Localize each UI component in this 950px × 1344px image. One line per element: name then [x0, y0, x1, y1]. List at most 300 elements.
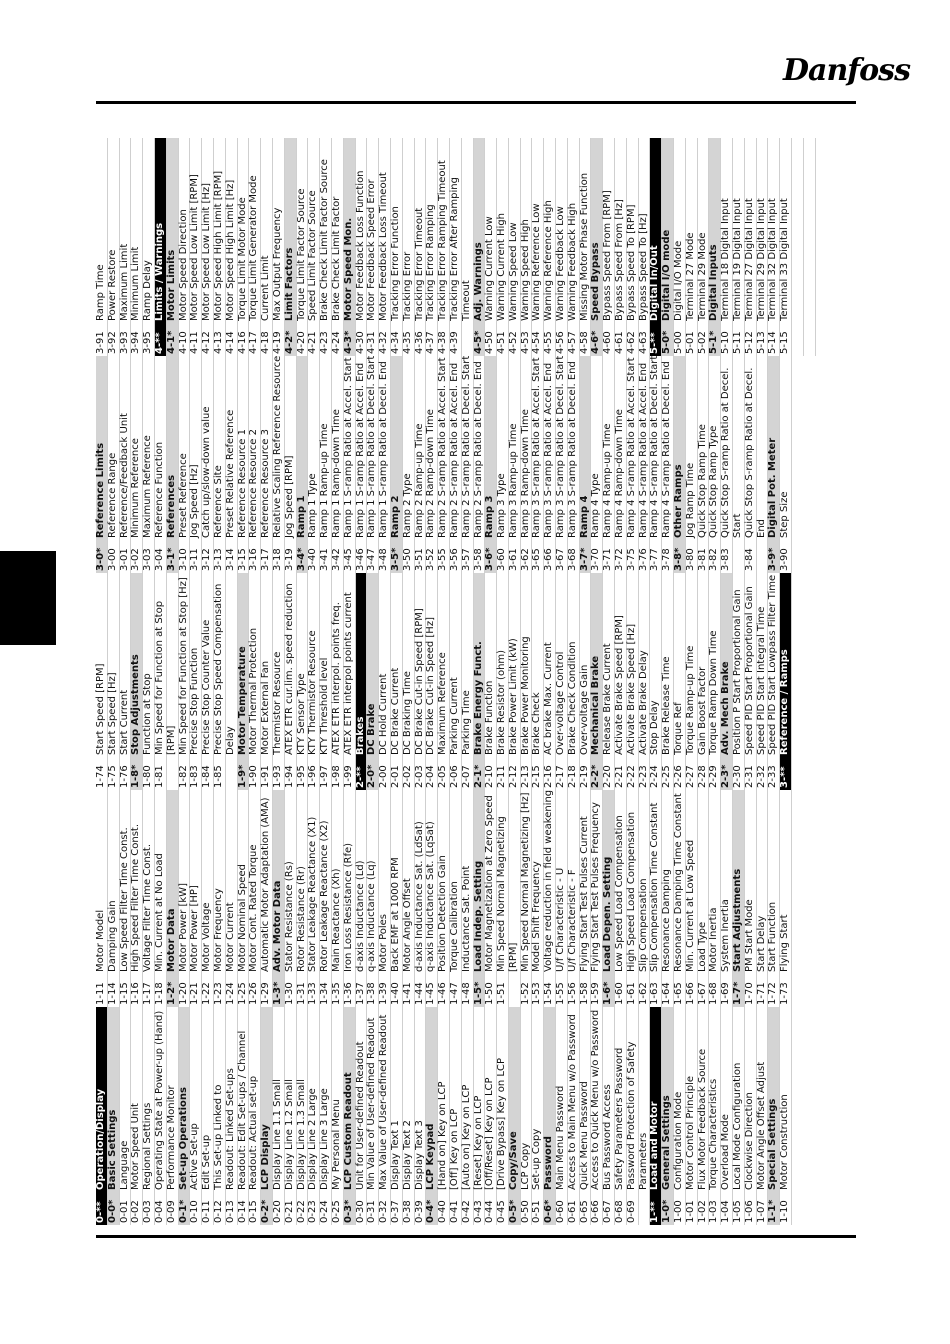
parameter-name: Motor Control Principle [684, 1075, 696, 1190]
parameter-name: LCP Display [260, 1124, 272, 1190]
parameter-code: 3-** [779, 766, 791, 788]
parameter-code: 4-50 [484, 331, 496, 354]
parameter-name: Tracking Error [401, 251, 413, 321]
parameter-code: 4-5* [472, 330, 484, 354]
parameter-name: Min Speed Normal Magnetizing [Hz] [519, 792, 531, 972]
parameter-name: Brake Check Condition [566, 641, 578, 755]
parameter-code: 0-39 [413, 1200, 425, 1223]
parameter-row [332, 573, 344, 790]
parameter-name: Start [732, 513, 744, 538]
parameter-name: Ramp Time [95, 264, 106, 321]
parameter-code: 3-02 [130, 548, 142, 571]
parameter-code: 5-14 [767, 331, 779, 354]
parameter-name: Readout: Edit Set-ups / Channel [236, 1030, 248, 1190]
parameter-code: 1-69 [720, 982, 732, 1005]
parameter-code: 3-42 [330, 548, 342, 571]
parameter-code: 3-58 [472, 548, 484, 571]
parameter-name: Over-voltage Control [555, 651, 567, 755]
parameter-row [509, 790, 521, 1007]
parameter-code: 1-50 [484, 982, 496, 1005]
parameter-row [403, 573, 415, 790]
parameter-name: KTY Threshold level [319, 657, 331, 755]
parameter-code: 1-96 [307, 765, 319, 788]
parameter-code: 3-03 [142, 548, 154, 571]
parameter-code: 4-18 [260, 331, 272, 354]
parameter-code: 2-28 [696, 765, 708, 788]
parameter-name: Ramp 3 Ramp-down Time [519, 409, 531, 538]
parameter-code: 1-37 [354, 982, 366, 1005]
parameter-name: Warning Reference High [543, 200, 555, 321]
parameter-row [273, 1007, 285, 1225]
parameter-name: Activate Brake Delay [637, 650, 649, 755]
parameter-name: [Drive Bypass] Key on LCP [496, 1057, 508, 1190]
parameter-code: 2-04 [425, 765, 437, 788]
parameter-name: Ramp 1 Type [307, 473, 319, 538]
parameter-name: Motor Frequency [212, 888, 224, 972]
parameter-group-header [155, 138, 167, 356]
parameter-code: 2-07 [460, 765, 472, 788]
parameter-name: Brake Power Monitoring [519, 636, 531, 755]
parameter-name: Access to Main Menu w/o Password [566, 1014, 578, 1190]
parameter-name: Ramp 2 S-ramp Ratio at Accel. Start [437, 357, 449, 538]
parameter-name: Low Speed Load Compensation [614, 815, 626, 972]
parameter-row [285, 790, 297, 1007]
parameter-subgroup-header [273, 790, 285, 1007]
parameter-code: 0-43 [472, 1200, 484, 1223]
parameter-name: Set-up Copy [531, 1128, 543, 1190]
parameter-row [214, 573, 226, 790]
parameter-name: Start Delay [755, 915, 767, 972]
parameter-name: Ramp 4 S-ramp Ratio at Accel. Start [625, 357, 637, 538]
parameter-name: Step Size [779, 491, 791, 538]
parameter-name: Brake Power Limit (kW) [507, 638, 519, 755]
parameter-code: 0-22 [295, 1200, 307, 1223]
parameter-code: 4-54 [531, 331, 543, 354]
parameter-code: 1-22 [201, 982, 213, 1005]
parameter-code: 3-18 [271, 548, 283, 571]
parameter-code: 4-24 [330, 331, 342, 354]
parameter-name: Motor Angle Offset [401, 878, 413, 972]
parameter-code: 3-82 [708, 548, 720, 571]
parameter-code: 3-83 [720, 548, 732, 571]
parameter-name: Warning Reference Low [531, 203, 543, 321]
parameter-code: 2-29 [708, 765, 720, 788]
parameter-code: 3-75 [625, 548, 637, 571]
parameter-code: 1-91 [260, 765, 272, 788]
parameter-code: 2-27 [684, 765, 696, 788]
parameter-row [273, 573, 285, 790]
parameter-row [226, 138, 238, 356]
parameter-code: 5-10 [720, 331, 732, 354]
parameter-row [568, 138, 580, 356]
parameter-code: 2-02 [401, 765, 413, 788]
parameter-name: Stator Leakage Reactance (X1) [307, 816, 319, 972]
parameter-code: 0-67 [602, 1200, 614, 1223]
parameter-name: DC Hold Current [378, 673, 390, 755]
parameter-row [332, 790, 344, 1007]
parameter-name: Torque Calibration [448, 881, 460, 972]
parameter-row [521, 573, 533, 790]
parameter-name: Display Text 2 [401, 1120, 413, 1190]
parameter-code: 4-63 [637, 331, 649, 354]
parameter-subgroup-header [509, 1007, 521, 1225]
parameter-code [757, 540, 768, 573]
parameter-name: ATEX ETR interpol points current [342, 592, 354, 755]
parameter-code: 1-67 [696, 982, 708, 1005]
parameter-name: Flux Motor Feedback Source [696, 1048, 708, 1190]
parameter-name: Position P Start Proportional Gain [732, 589, 744, 755]
parameter-code: 1-23 [212, 982, 224, 1005]
parameter-code: 3-1* [165, 547, 177, 571]
parameter-code: 1-68 [708, 982, 720, 1005]
parameter-code: 1-85 [212, 765, 224, 788]
parameter-code: 0-41 [448, 1200, 460, 1223]
parameter-code [167, 757, 178, 790]
parameter-name: Ramp 3 [484, 495, 496, 538]
parameter-code: 3-94 [130, 331, 142, 354]
parameter-name: Reference Site [212, 465, 224, 538]
parameter-name: References [165, 474, 177, 538]
parameter-name: Tracking Error Function [389, 206, 401, 321]
parameter-row [214, 790, 226, 1007]
parameter-code: 3-01 [118, 548, 130, 571]
parameter-name: [Reset] Key on LCP [472, 1095, 484, 1190]
parameter-code: 0-14 [236, 1200, 248, 1223]
parameter-name: Motor Power [HP] [189, 885, 201, 972]
parameter-name: Terminal 18 Digital Input [720, 198, 732, 321]
parameter-row [344, 573, 356, 790]
parameter-code: 0-10 [189, 1200, 201, 1223]
parameter-name: Jog Speed [RPM] [283, 455, 295, 538]
parameter-code: 1-29 [260, 982, 272, 1005]
parameter-code: 1-56 [566, 982, 578, 1005]
parameter-name: Activate Brake Speed [RPM] [614, 615, 626, 755]
parameter-code: 3-9* [767, 547, 779, 571]
parameter-name: Torque Characteristics [708, 1078, 720, 1190]
parameter-code [733, 540, 744, 573]
parameter-name: Ramp 2 S-ramp Ratio at Decel. Start [460, 355, 472, 538]
parameter-row [497, 1007, 509, 1225]
parameter-name: Jog Ramp Time [684, 462, 696, 538]
parameter-code: 4-23 [319, 331, 331, 354]
parameter-code: 1-64 [661, 982, 673, 1005]
parameter-name: Voltage Filter Time Const. [142, 843, 154, 972]
parameter-row [190, 1007, 202, 1225]
parameter-row [509, 138, 521, 356]
parameter-code: 3-80 [684, 548, 696, 571]
parameter-row [108, 573, 120, 790]
parameter-name: Quick Stop S-ramp Ratio at Decel. [720, 367, 732, 538]
parameter-name: Brake Energy Funct. [472, 641, 484, 755]
parameter-name: Ramp 2 Ramp-down Time [425, 409, 437, 538]
parameter-name: Motor Speed High Limit [RPM] [212, 170, 224, 321]
parameter-name: Ramp 4 [578, 495, 590, 538]
parameter-row [568, 1007, 580, 1225]
parameter-code: 3-61 [507, 548, 519, 571]
parameter-name: Ramp 4 Ramp-up Time [602, 423, 614, 538]
parameter-name: Ramp 4 S-ramp Ratio at Decel. End [661, 361, 673, 538]
parameter-row [391, 573, 403, 790]
parameter-code: 0-51 [531, 1200, 543, 1223]
parameter-name: Motor Power [kW] [177, 883, 189, 972]
parameter-row [686, 790, 698, 1007]
parameter-code: 2-00 [378, 765, 390, 788]
parameter-row [509, 356, 521, 573]
parameter-row [96, 138, 108, 356]
parameter-name: Flying Start Test Pulses Frequency [590, 802, 602, 972]
parameter-code: 5-0* [661, 330, 673, 354]
parameter-code: 1-02 [696, 1200, 708, 1223]
parameter-code: 5-01 [684, 331, 696, 354]
parameter-row [627, 1007, 639, 1225]
parameter-code: 1-25 [236, 982, 248, 1005]
parameter-code: 1-83 [189, 765, 201, 788]
parameter-name: Active Set-up [189, 1123, 201, 1190]
parameter-name: Motor Speed High Limit [Hz] [224, 179, 236, 321]
parameter-code: 0-66 [590, 1200, 602, 1223]
parameter-code: 4-6* [590, 330, 602, 354]
parameter-code: 5-02 [696, 331, 708, 354]
parameter-code: 1-18 [153, 982, 165, 1005]
parameter-name: Motor Temperature [236, 646, 248, 755]
parameter-name: Relative Scaling Reference Resource [271, 355, 283, 538]
parameter-name: Edit Set-up [201, 1134, 213, 1190]
parameter-code: 3-52 [425, 548, 437, 571]
parameter-code: 3-8* [673, 547, 685, 571]
parameter-row [804, 138, 816, 356]
parameter-code: 0-09 [165, 1200, 177, 1223]
parameter-code: 3-65 [531, 548, 543, 571]
parameter-row [285, 356, 297, 573]
danfoss-logo-mark [783, 48, 910, 92]
parameter-name: Automatic Motor Adaptation (AMA) [260, 797, 272, 972]
parameter-code: 1-63 [649, 982, 661, 1005]
parameter-code: 1-47 [448, 982, 460, 1005]
parameter-column [96, 1007, 856, 1225]
parameter-code: 3-04 [153, 548, 165, 571]
parameter-row [450, 573, 462, 790]
parameter-code: 3-81 [696, 548, 708, 571]
parameter-name: Resonance Damping [661, 869, 673, 972]
parameter-name: Precise Stop Function [189, 647, 201, 755]
parameter-row [214, 356, 226, 573]
parameter-code: 1-20 [177, 982, 189, 1005]
parameter-name: Ramp 1 [295, 495, 307, 538]
parameter-code: 2-06 [448, 765, 460, 788]
parameter-code: 0-0* [106, 1199, 118, 1223]
parameter-row [344, 790, 356, 1007]
parameter-name: ATEX ETR interpol. points freq. [330, 602, 342, 755]
parameter-code: 2-10 [484, 765, 496, 788]
parameter-name: Maximum Reference [437, 652, 449, 755]
parameter-code: 3-56 [448, 548, 460, 571]
parameter-code: 1-33 [307, 982, 319, 1005]
parameter-code: 4-60 [602, 331, 614, 354]
parameter-subgroup-header [179, 1007, 191, 1225]
parameter-code: 1-54 [543, 982, 555, 1005]
parameter-row [462, 790, 474, 1007]
parameter-name: Motor Nominal Speed [236, 864, 248, 972]
parameter-code: 4-52 [507, 331, 519, 354]
parameter-row [686, 356, 698, 573]
parameter-name: Safety Parameters Password [614, 1047, 626, 1190]
parameter-code: 2-15 [531, 765, 543, 788]
parameter-code: 0-65 [578, 1200, 590, 1223]
parameter-name: Motor Angle Offset Adjust [755, 1061, 767, 1190]
parameter-row [627, 356, 639, 573]
parameter-code: 1-70 [743, 982, 755, 1005]
parameter-subgroup-header [167, 790, 179, 1007]
parameter-code: 4-13 [212, 331, 224, 354]
parameter-name: Ramp 3 Ramp-up Time [507, 423, 519, 538]
parameter-name: Access to Quick Menu w/o Password [590, 1009, 602, 1190]
parameter-name: Torque Ramp-up Time [684, 645, 696, 755]
parameter-code: 3-66 [543, 548, 555, 571]
parameter-code: 1-48 [460, 982, 472, 1005]
parameter-name: d-axis Inductance Sat. (LdSat) [413, 821, 425, 972]
parameter-code: 0-2* [260, 1199, 272, 1223]
parameter-code: 1-10 [779, 1200, 791, 1223]
parameter-row [568, 573, 580, 790]
parameter-name: Motor Voltage [201, 902, 213, 972]
parameter-code: 1-36 [342, 982, 354, 1005]
parameter-subgroup-header [344, 138, 356, 356]
parameter-row [214, 138, 226, 356]
parameter-code: 2-19 [578, 765, 590, 788]
parameter-name: Power Restore [106, 249, 118, 321]
parameter-name: PM Start Mode [743, 899, 755, 972]
parameter-code: 4-61 [614, 331, 626, 354]
parameter-code: 4-36 [413, 331, 425, 354]
parameter-code: 0-03 [142, 1200, 154, 1223]
parameter-code: 4-57 [566, 331, 578, 354]
parameter-name: Stop Delay [649, 700, 661, 755]
parameter-code: 3-7* [578, 547, 590, 571]
parameter-name: Voltage reduction in field weakening [543, 789, 555, 972]
parameter-code: 1-05 [732, 1200, 744, 1223]
parameter-code: 3-14 [224, 548, 236, 571]
parameter-name: Parameters [637, 1132, 649, 1190]
parameter-name: Display Line 1.1 Small [271, 1079, 283, 1190]
parameter-name: Password [543, 1136, 555, 1190]
parameter-code: 0-45 [496, 1200, 508, 1223]
parameter-code: 4-21 [307, 331, 319, 354]
parameter-name: DC Braking Time [401, 671, 413, 755]
parameter-column [96, 573, 856, 790]
parameter-code: 2-26 [673, 765, 685, 788]
parameter-code: 0-69 [625, 1200, 637, 1223]
parameter-name: Motor Current [224, 902, 236, 972]
parameter-code: 1-07 [755, 1200, 767, 1223]
parameter-name: Torque Limit Motor Mode [236, 197, 248, 321]
parameter-row [745, 356, 757, 573]
parameter-name: Speed Limit Factor Source [307, 190, 319, 321]
parameter-name: Slip Compensation [637, 878, 649, 972]
parameter-code: 0-01 [118, 1200, 130, 1223]
parameter-subgroup-header [485, 356, 497, 573]
parameter-name: Terminal 29 Mode [696, 232, 708, 321]
parameter-code: 2-33 [767, 765, 779, 788]
parameter-code: 1-72 [767, 982, 779, 1005]
parameter-code: 2-30 [732, 765, 744, 788]
parameter-code: 4-34 [389, 331, 401, 354]
parameter-name: [Off] Key on LCP [448, 1108, 460, 1190]
parameter-name: Motor Speed Low Limit [Hz] [201, 182, 213, 321]
parameter-row [462, 1007, 474, 1225]
parameter-row [462, 573, 474, 790]
parameter-code: 1-97 [319, 765, 331, 788]
parameter-code: 5-13 [755, 331, 767, 354]
parameter-code: 3-90 [779, 548, 791, 571]
parameter-row [249, 138, 261, 356]
parameter-name: Display Line 1.2 Small [283, 1079, 295, 1190]
parameter-row [780, 138, 792, 356]
parameter-code: 1-46 [437, 982, 449, 1005]
parameter-code: 1-95 [295, 765, 307, 788]
parameter-code: 4-19 [271, 331, 283, 354]
parameter-code: 0-04 [153, 1200, 165, 1223]
logo-wordmark: Danfoss [783, 53, 910, 88]
parameter-name: Bus Password Access [602, 1084, 614, 1190]
parameter-row [403, 790, 415, 1007]
parameter-name: Ramp 4 S-ramp Ratio at Accel. End [637, 362, 649, 538]
parameter-code: 1-53 [531, 982, 543, 1005]
parameter-name: Set-up Operations [177, 1087, 189, 1190]
parameter-code: 3-55 [437, 548, 449, 571]
parameter-code: 4-30 [354, 331, 366, 354]
parameter-code: 4-55 [543, 331, 555, 354]
parameter-code: 1-0* [661, 1199, 673, 1223]
parameter-name: Adj. Warnings [472, 242, 484, 321]
parameter-name: This Set-up Linked to [212, 1084, 224, 1190]
parameter-name: Quick Stop S-ramp Ratio at Decel. [743, 367, 755, 538]
parameter-code: 0-24 [319, 1200, 331, 1223]
parameter-name: Digital I/O mode [661, 229, 673, 321]
parameter-row [627, 790, 639, 1007]
parameter-row [167, 1007, 179, 1225]
parameter-row [167, 573, 179, 790]
parameter-code: 4-20 [295, 331, 307, 354]
parameter-code: 3-77 [649, 548, 661, 571]
parameter-name: Warning Current High [496, 212, 508, 321]
parameter-row [226, 790, 238, 1007]
parameter-name: Motor Feedback Speed Error [366, 179, 378, 321]
parameter-code: 2-18 [566, 765, 578, 788]
parameter-code: 0-61 [566, 1200, 578, 1223]
parameter-row [131, 138, 143, 356]
parameter-column [96, 790, 856, 1007]
parameter-code: 3-95 [142, 331, 154, 354]
parameter-name: Min Speed for Function at Stop [153, 600, 165, 755]
parameter-code: 4-53 [519, 331, 531, 354]
parameter-name: Activate Brake Speed [Hz] [625, 623, 637, 755]
parameter-name: Local Mode Configuration [732, 1062, 744, 1190]
parameter-name: Tracking Error Timeout [413, 207, 425, 321]
parameter-row [474, 356, 486, 573]
parameter-name: Operation/Display [95, 1088, 106, 1190]
parameter-name: Motor Cont. Rated Torque [248, 844, 260, 972]
parameter-name: Preset Reference [177, 453, 189, 538]
parameter-code: 1-90 [248, 765, 260, 788]
parameter-code: 3-68 [566, 548, 578, 571]
parameter-row [285, 1007, 297, 1225]
parameter-code: 1-59 [590, 982, 602, 1005]
parameter-name: Catch up/slow-down value [201, 406, 213, 538]
parameter-code: 3-48 [378, 548, 390, 571]
parameter-code: 1-66 [684, 982, 696, 1005]
parameter-name: Speed PID Start Lowpass Filter Time [767, 574, 779, 755]
parameter-name: Resonance Damping Time Constant [673, 793, 685, 972]
